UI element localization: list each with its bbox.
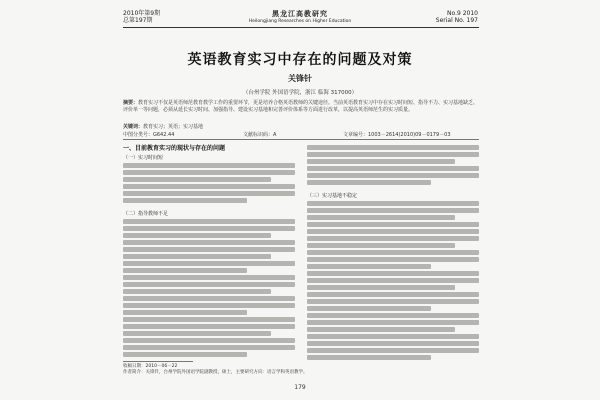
text-line [307, 201, 479, 206]
text-line [123, 289, 271, 294]
text-line [307, 313, 479, 318]
text-line [307, 166, 479, 171]
issue-info [123, 10, 160, 24]
text-line [307, 327, 455, 332]
keywords [123, 123, 479, 130]
body-column-left [123, 143, 295, 359]
text-line [307, 306, 431, 311]
text-line [123, 219, 295, 224]
text-line [123, 345, 295, 350]
text-line [307, 159, 455, 164]
article-number: 文章编号：1003－2614(2010)09－0179－03 [343, 132, 451, 138]
abstract-text: 教育实习不仅是英语师范教育教学工作的重要环节，更是培养合格英语教师的关键途径。当前英语教育实习中存在实习时间短、指导不力、实习基地缺乏、评价单一等问题，必须从延长实习时间、加强指导、建设实习基地和完善评价体系等方面进行改革，以提高英语师范生的实习质量。 [123, 100, 479, 113]
issue-number: 2010年第9期 [123, 10, 161, 17]
author-bio: 作者简介：关锋针，台州学院外国语学院副教授，硕士，主要研究方向：语言学和英语教学。 [123, 370, 308, 375]
text-line [123, 303, 295, 308]
text-line [307, 292, 479, 297]
text-line [123, 184, 295, 189]
document-code: 文献标识码：A [243, 132, 277, 138]
text-line [307, 229, 479, 234]
footnote [123, 364, 479, 376]
article-author: 关锋针 [288, 74, 312, 83]
text-line [307, 152, 479, 157]
text-line [307, 222, 479, 227]
text-line [307, 243, 455, 248]
text-line [307, 180, 431, 185]
text-line [307, 264, 431, 269]
text-line [307, 320, 479, 325]
subsection-heading: （一）实习时间短 [123, 155, 164, 161]
text-line [123, 275, 295, 280]
author-affiliation: （台州学院 外国语学院，浙江 临海 317000） [242, 90, 358, 96]
journal-name-cn: 黑龙江高教研究 [272, 10, 328, 18]
text-line [307, 278, 479, 283]
article-title: 英语教育实习中存在的问题及对策 [187, 52, 413, 68]
text-line [123, 324, 295, 329]
journal-name [230, 9, 370, 25]
body-column-right [307, 143, 479, 362]
text-line [123, 226, 295, 231]
text-line [307, 250, 479, 255]
text-line [123, 163, 295, 168]
serial-number-en: Serial No. 197 [435, 17, 478, 24]
text-line [123, 282, 295, 287]
text-line [307, 334, 479, 339]
text-line [123, 268, 247, 273]
subsection-heading: （二）指导教师不足 [123, 211, 169, 217]
text-line [123, 331, 271, 336]
received-date: 收稿日期：2010－06－22 [123, 364, 178, 369]
clc-number: 中图分类号：G642.44 [123, 132, 175, 138]
text-line [307, 348, 479, 353]
subsection-heading: （三）实习基地不稳定 [307, 193, 358, 199]
footnote-rule [123, 361, 193, 362]
text-line [123, 261, 295, 266]
abstract [123, 100, 479, 114]
text-line [307, 257, 479, 262]
text-line [307, 271, 479, 276]
text-line [123, 170, 295, 175]
text-line [307, 215, 455, 220]
abstract-label: 摘要： [123, 100, 139, 106]
section-heading: 一、目前教育实习的现状与存在的问题 [123, 145, 226, 152]
text-line [123, 191, 295, 196]
text-line [307, 341, 479, 346]
issue-number-en: No.9 2010 [447, 10, 478, 17]
text-line [123, 352, 247, 357]
text-line [123, 317, 295, 322]
serial-number: 总第197期 [123, 17, 153, 24]
text-line [307, 145, 479, 150]
text-line [123, 177, 271, 182]
text-line [307, 173, 479, 178]
text-line [123, 240, 295, 245]
text-line [307, 208, 479, 213]
text-line [123, 198, 247, 203]
keywords-text: 教育实习；英语；实习基地 [143, 124, 204, 130]
text-line [307, 236, 479, 241]
text-line [123, 310, 247, 315]
text-line [307, 285, 455, 290]
issue-info-en [430, 10, 478, 24]
abstract-rule [123, 139, 479, 140]
header-rule [123, 27, 479, 28]
text-line [123, 296, 295, 301]
text-line [307, 355, 431, 360]
text-line [123, 254, 271, 259]
text-line [123, 233, 271, 238]
page-number: 179 [294, 384, 306, 391]
journal-name-en: Heilongjiang Researches on Higher Education [248, 19, 352, 24]
text-line [307, 299, 479, 304]
keywords-label: 关键词： [123, 124, 144, 130]
text-line [123, 247, 295, 252]
text-line [123, 338, 295, 343]
